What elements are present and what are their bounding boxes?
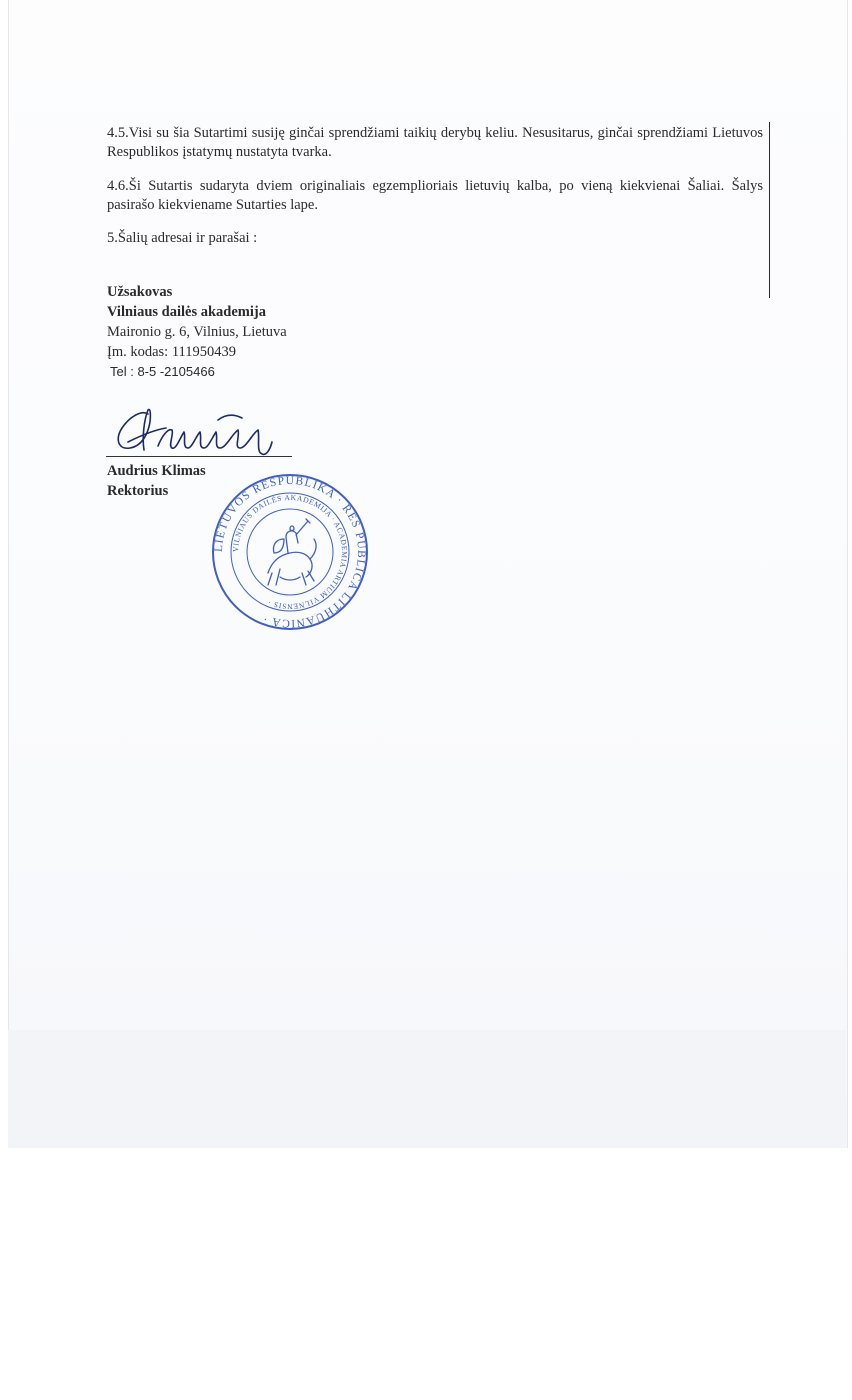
signer-name: Audrius Klimas (107, 463, 206, 479)
party-role: Užsakovas (107, 284, 173, 300)
scanned-page-background (8, 0, 848, 1148)
handwritten-signature (106, 398, 296, 460)
clause-5: 5.Šalių adresai ir parašai : (107, 230, 258, 246)
party-address: Maironio g. 6, Vilnius, Lietuva (107, 324, 287, 340)
svg-text:VILNIAUS DAILĖS AKADEMIJA · AC: VILNIAUS DAILĖS AKADEMIJA · ACADEMIA ARTIUM VILNENSIS · (230, 492, 350, 612)
margin-line (769, 122, 770, 298)
official-seal-stamp (210, 473, 370, 631)
party-phone: Tel : 8-5 -2105466 (110, 364, 215, 379)
signer-block (107, 461, 206, 501)
scan-shadow-band (8, 1030, 846, 1148)
clause-4-5: 4.5.Visi su šia Sutartimi susiję ginčai sprendžiami taikių derybų keliu. Nesusitarus, ginčai sprendžiami Lietuvos Respublikos įstatymų nustatyta tvarka. (107, 125, 763, 160)
party-company-code: Įm. kodas: 111950439 (107, 344, 237, 360)
party-name: Vilniaus dailės akademija (107, 304, 266, 320)
signature-line (106, 456, 292, 457)
signer-title: Rektorius (107, 483, 169, 499)
svg-text:LIETUVOS RESPUBLIKA · RES PUBL: LIETUVOS RESPUBLIKA · RES PUBLICA LITHUANICA · (212, 474, 368, 630)
party-details (107, 282, 287, 382)
clause-4-6: 4.6.Ši Sutartis sudaryta dviem originaliais egzemplioriais lietuvių kalba, po vieną kiekvienai Šaliai. Šalys pasirašo kiekviename Sutarties lape. (107, 178, 763, 213)
